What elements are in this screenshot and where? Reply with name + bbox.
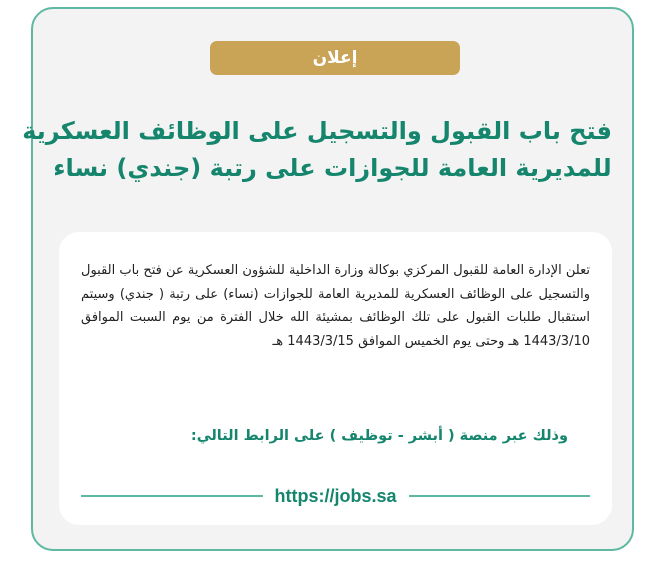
announcement-card bbox=[22, 7, 634, 551]
announcement-badge: إعلان bbox=[210, 41, 460, 75]
platform-instruction: وذلك عبر منصة ( أبشر - توظيف ) على الرابط التالي: bbox=[190, 428, 568, 444]
headline-line-2: للمديرية العامة للجوازات على رتبة (جندي) نساء bbox=[53, 154, 612, 182]
details-panel bbox=[59, 232, 612, 525]
announcement-headline bbox=[22, 113, 612, 187]
right-divider bbox=[409, 495, 591, 497]
jobs-link[interactable]: https://jobs.sa bbox=[274, 485, 397, 506]
link-row bbox=[81, 482, 590, 510]
announcement-body: تعلن الإدارة العامة للقبول المركزي بوكالة وزارة الداخلية للشؤون العسكرية عن فتح باب القبول والتسجيل على الوظائف العسكرية للمديرية العامة للجوازات (نساء) على رتبة ( جندي) وسيتم استقبال طلبات القبول على تلك الوظائف بمشيئة الله خلال الفترة من يوم السبت الموافق 1443/3/10 هـ وحتى يوم الخميس الموافق 1443/3/15 هـ bbox=[81, 263, 590, 349]
left-divider bbox=[81, 495, 263, 497]
headline-line-1: فتح باب القبول والتسجيل على الوظائف العسكرية bbox=[22, 117, 612, 145]
